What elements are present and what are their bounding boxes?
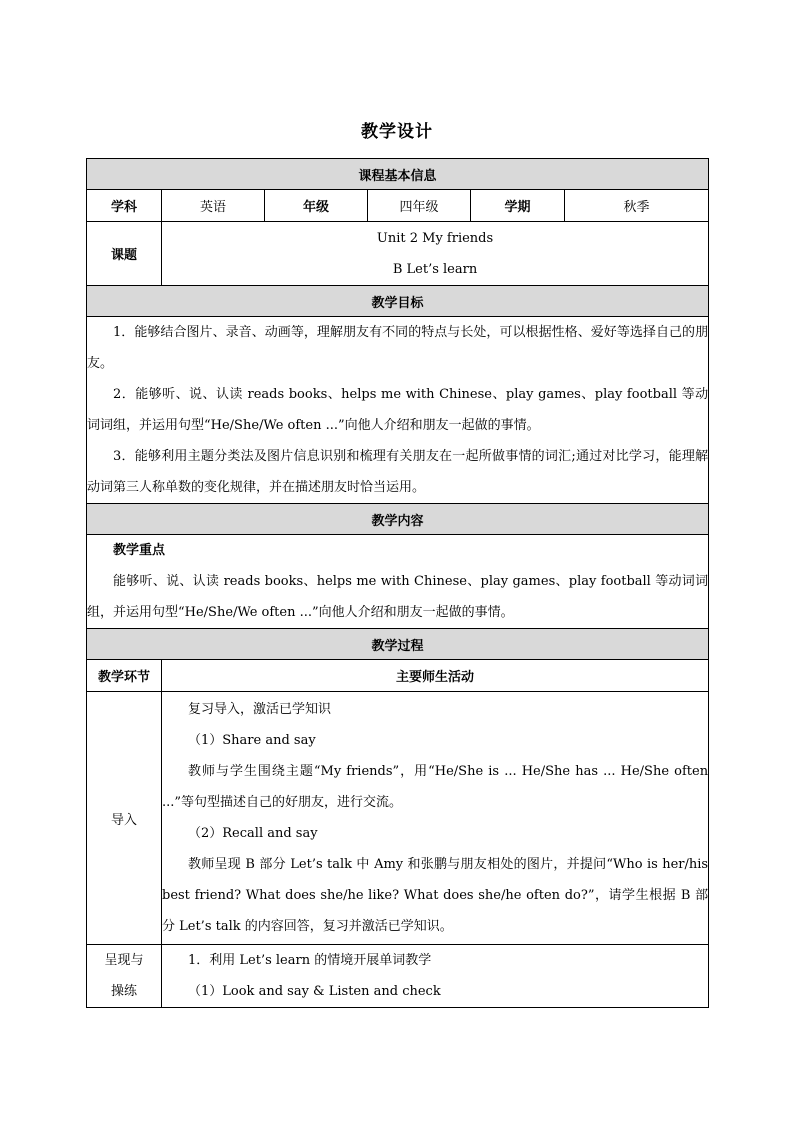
term-label: 学期 xyxy=(471,190,565,222)
objectives-header-row xyxy=(87,286,709,317)
stage-row xyxy=(87,945,709,1008)
grade-value: 四年级 xyxy=(368,190,471,222)
topic-value xyxy=(162,222,709,286)
stage-name xyxy=(87,945,162,1008)
stage-name-line-1: 呈现与 xyxy=(104,953,144,968)
grade-label: 年级 xyxy=(265,190,368,222)
content-row xyxy=(87,535,709,629)
stage-activity xyxy=(162,945,709,1008)
stage-name-line-2: 操练 xyxy=(110,984,137,999)
term-value: 秋季 xyxy=(565,190,709,222)
step-label: （1）Share and say xyxy=(188,733,316,748)
step-label: （1）Look and say & Listen and check xyxy=(188,984,441,999)
content-body xyxy=(87,535,709,629)
stage-name: 导入 xyxy=(87,692,162,945)
stage-row xyxy=(87,692,709,945)
topic-line-1: Unit 2 My friends xyxy=(376,230,494,246)
subject-value: 英语 xyxy=(162,190,265,222)
objectives-list xyxy=(87,317,709,504)
objective-item: 2．能够听、说、认读 reads books、helps me with Chinese、play games、play football 等动词词组，并运用句型“He/She/We often ...”向他人介绍和朋友一起做的事情。 xyxy=(87,387,709,433)
activity-column-header: 主要师生活动 xyxy=(162,660,709,692)
content-header-row xyxy=(87,504,709,535)
content-header: 教学内容 xyxy=(87,504,709,535)
key-point-label: 教学重点 xyxy=(113,543,166,558)
basic-info-header: 课程基本信息 xyxy=(87,159,709,190)
lesson-plan-table xyxy=(86,158,709,1008)
process-header: 教学过程 xyxy=(87,629,709,660)
document-title: 教学设计 xyxy=(361,122,433,142)
stage-activity xyxy=(162,692,709,945)
topic-line-2: B Let’s learn xyxy=(392,261,478,277)
topic-label: 课题 xyxy=(87,222,162,286)
objective-item: 1．能够结合图片、录音、动画等，理解朋友有不同的特点与长处，可以根据性格、爱好等选择自己的朋友。 xyxy=(87,325,709,371)
stage-heading: 1．利用 Let’s learn 的情境开展单词教学 xyxy=(188,953,432,968)
objectives-header: 教学目标 xyxy=(87,286,709,317)
key-point-text: 能够听、说、认读 reads books、helps me with Chinese、play games、play football 等动词词组，并运用句型“He/She/We often ...”向他人介绍和朋友一起做的事情。 xyxy=(87,574,709,620)
step-text: 教师呈现 B 部分 Let’s talk 中 Amy 和张鹏与朋友相处的图片，并提问“Who is her/his best friend? What does she/he like? What does she/he often do?”，请学生根据 B 部分 Let’s talk 的内容回答，复习并激活已学知识。 xyxy=(162,857,709,934)
basic-info-row xyxy=(87,190,709,222)
step-label: （2）Recall and say xyxy=(188,826,318,841)
process-header-row xyxy=(87,629,709,660)
stage-heading: 复习导入，激活已学知识 xyxy=(188,702,332,717)
objectives-row xyxy=(87,317,709,504)
process-columns-row xyxy=(87,660,709,692)
basic-info-header-row xyxy=(87,159,709,190)
topic-row xyxy=(87,222,709,286)
stage-column-header: 教学环节 xyxy=(87,660,162,692)
subject-label: 学科 xyxy=(87,190,162,222)
step-text: 教师与学生围绕主题“My friends”，用“He/She is ... He/She has ... He/She often ...”等句型描述自己的好朋友，进行交流。 xyxy=(162,764,709,810)
objective-item: 3．能够利用主题分类法及图片信息识别和梳理有关朋友在一起所做事情的词汇;通过对比学习，能理解动词第三人称单数的变化规律，并在描述朋友时恰当运用。 xyxy=(87,449,709,495)
